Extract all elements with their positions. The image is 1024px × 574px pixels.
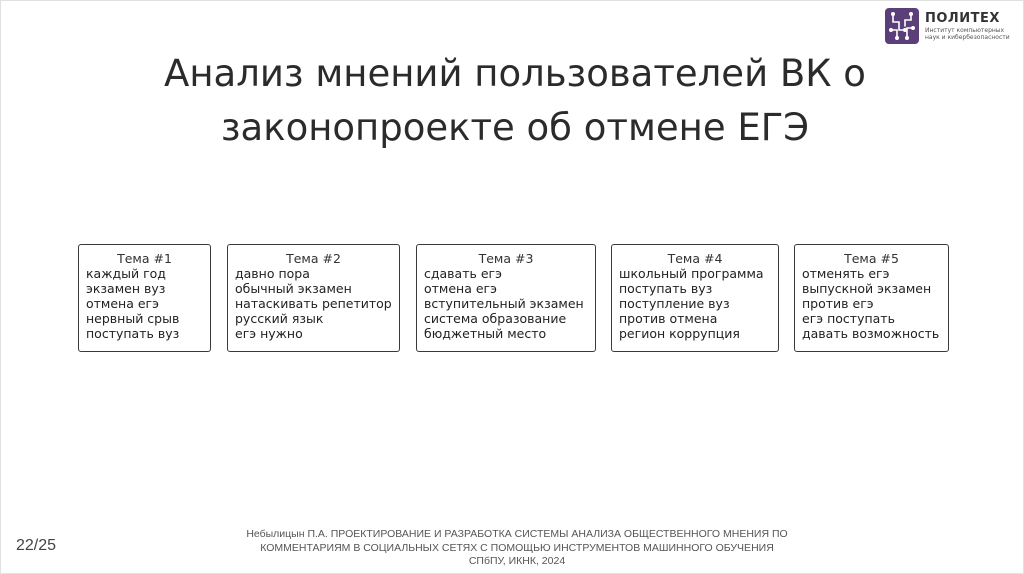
topic-word: система образование [424, 311, 567, 326]
page-number: 22/25 [16, 537, 57, 554]
topic-title: Тема #4 [667, 251, 723, 266]
topic-card-5 [794, 244, 949, 352]
footer-line: КОММЕНТАРИЯМ В СОЦИАЛЬНЫХ СЕТЯХ С ПОМОЩЬЮ ИНСТРУМЕНТОВ МАШИННОГО ОБУЧЕНИЯ [260, 541, 774, 554]
topic-word: егэ поступать [802, 311, 895, 326]
topic-word: давно пора [235, 266, 310, 281]
topic-word: против отмена [619, 311, 718, 326]
topic-word: натаскивать репетитор [235, 296, 392, 311]
topic-word: поступать вуз [619, 281, 713, 296]
topic-word: регион коррупция [619, 326, 740, 341]
topic-word: против егэ [802, 296, 874, 311]
circuit-emblem-icon [885, 8, 919, 44]
footer-line: СПбПУ, ИКНК, 2024 [468, 555, 566, 567]
logo-brand: ПОЛИТЕХ [925, 11, 1000, 26]
topic-title: Тема #1 [117, 251, 172, 266]
topic-word: отмена егэ [424, 281, 497, 296]
topic-word: выпускной экзамен [802, 281, 932, 296]
topic-word: егэ нужно [235, 326, 303, 341]
footer-credits [220, 528, 814, 569]
topic-word: сдавать егэ [424, 266, 502, 281]
topic-title: Тема #2 [286, 251, 341, 266]
footer-line: Небылицын П.А. ПРОЕКТИРОВАНИЕ И РАЗРАБОТКА СИСТЕМЫ АНАЛИЗА ОБЩЕСТВЕННОГО МНЕНИЯ ПО [246, 528, 788, 540]
topic-card-1 [78, 244, 211, 352]
topic-word: вступительный экзамен [424, 296, 584, 311]
topic-word: отменять егэ [802, 266, 890, 281]
topic-word: бюджетный место [424, 326, 547, 341]
topic-word: русский язык [235, 311, 324, 326]
topic-word: поступать вуз [86, 326, 180, 341]
topic-word: отмена егэ [86, 296, 159, 311]
topic-word: экзамен вуз [86, 281, 166, 296]
topic-word: давать возможность [802, 326, 940, 341]
topic-word: обычный экзамен [235, 281, 352, 296]
topic-word: каждый год [86, 266, 166, 281]
topic-title: Тема #5 [844, 251, 899, 266]
topic-card-4 [611, 244, 779, 352]
topic-word: поступление вуз [619, 296, 730, 311]
slide-title: Анализ мнений пользователей ВК о законопроекте об отмене ЕГЭ [164, 52, 866, 149]
topic-card-3 [416, 244, 596, 352]
topic-card-2 [227, 244, 400, 352]
institute-logo [885, 8, 1010, 44]
topic-word: нервный срыв [86, 311, 180, 326]
logo-tagline: Институт компьютерных наук и кибербезопасности [925, 27, 1010, 41]
topic-title: Тема #3 [478, 251, 534, 266]
topic-word: школьный программа [619, 266, 764, 281]
